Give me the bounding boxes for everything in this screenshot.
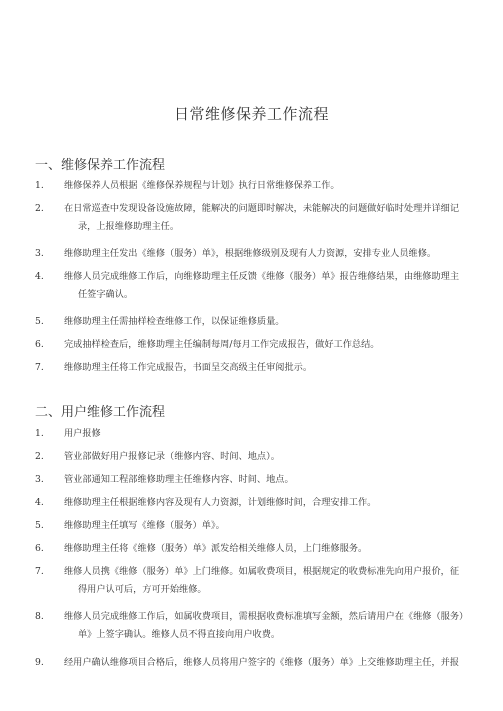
list-item [35,563,475,595]
item-text: 管业部通知工程部维修助理主任维修内容、时间、地点。 [64,474,294,485]
item-text: 在日常巡查中发现设备设施故障，能解决的问题即时解决，未能解决的问题做好临时处理并详细记 [64,203,460,214]
list-item [35,268,475,300]
item-number: 2. [35,451,44,462]
item-text: 维修助理主任将工作完成报告，书面呈交高级主任审阅批示。 [64,362,313,373]
list-item [35,200,475,232]
item-number: 4. [35,271,44,282]
list-item [35,608,475,640]
item-number: 9. [35,657,44,668]
item-number: 1. [35,180,44,191]
list-item [35,245,475,263]
list-item [35,494,475,512]
item-number: 8. [35,611,44,622]
item-text: 用户报修 [64,428,101,439]
item-number: 1. [35,428,44,439]
item-text: 维修人员完成维修工作后，如属收费项目，需根据收费标准填写金额，然后请用户在《维修（服务） [64,611,469,622]
section-heading: 一、维修保养工作流程 [35,158,166,173]
item-number: 4. [35,497,44,508]
item-number: 2. [35,203,44,214]
list-item [35,517,475,535]
item-text: 经用户确认维修项目合格后，维修人员将用户签字的《维修（服务）单》上交维修助理主任，并报 [64,657,460,668]
item-text: 维修助理主任将《维修（服务）单》派发给相关维修人员，上门维修服务。 [64,543,368,554]
list-item [35,336,475,354]
list-item [35,313,475,331]
item-text-continued: 单》上签字确认。维修人员不得直接向用户收费。 [78,629,281,640]
item-number: 3. [35,248,44,259]
list-item [35,540,475,558]
item-text: 维修保养人员根据《维修保养规程与计划》执行日常维修保养工作。 [64,180,340,191]
list-item [35,471,475,489]
item-text: 维修助理主任填写《维修（服务）单》。 [64,520,225,531]
document-title: 日常维修保养工作流程 [173,105,329,123]
item-number: 5. [35,316,44,327]
item-number: 7. [35,362,44,373]
item-text: 维修助理主任发出《维修（服务）单》，根据维修级别及现有人力资源，安排专业人员维修。 [64,248,437,259]
item-text: 维修人员携《维修（服务）单》上门维修。如属收费项目，根据规定的收费标准先向用户报价，征 [64,566,460,577]
item-text: 维修助理主任根据维修内容及现有人力资源，计划维修时间，合理安排工作。 [64,497,377,508]
item-number: 3. [35,474,44,485]
item-number: 6. [35,339,44,350]
item-number: 7. [35,566,44,577]
item-text-continued: 任签字确认。 [78,289,134,300]
list-item [35,425,475,443]
item-text: 管业部做好用户报修记录（维修内容、时间、地点）。 [64,451,280,462]
item-text: 维修人员完成维修工作后，向维修助理主任反馈《维修（服务）单》报告维修结果，由维修助理主 [64,271,460,282]
list-item [35,359,475,377]
item-number: 5. [35,520,44,531]
item-text-continued: 录，上报维修助理主任。 [78,221,180,232]
section-heading: 二、用户维修工作流程 [35,405,166,420]
item-text: 维修助理主任需抽样检查维修工作，以保证维修质量。 [64,316,285,327]
list-item [35,448,475,466]
item-text: 完成抽样检查后，维修助理主任编制每周/每月工作完成报告，做好工作总结。 [64,339,380,350]
item-number: 6. [35,543,44,554]
list-item [35,177,475,195]
item-text-continued: 得用户认可后，方可开始维修。 [78,584,207,595]
list-item [35,654,475,672]
